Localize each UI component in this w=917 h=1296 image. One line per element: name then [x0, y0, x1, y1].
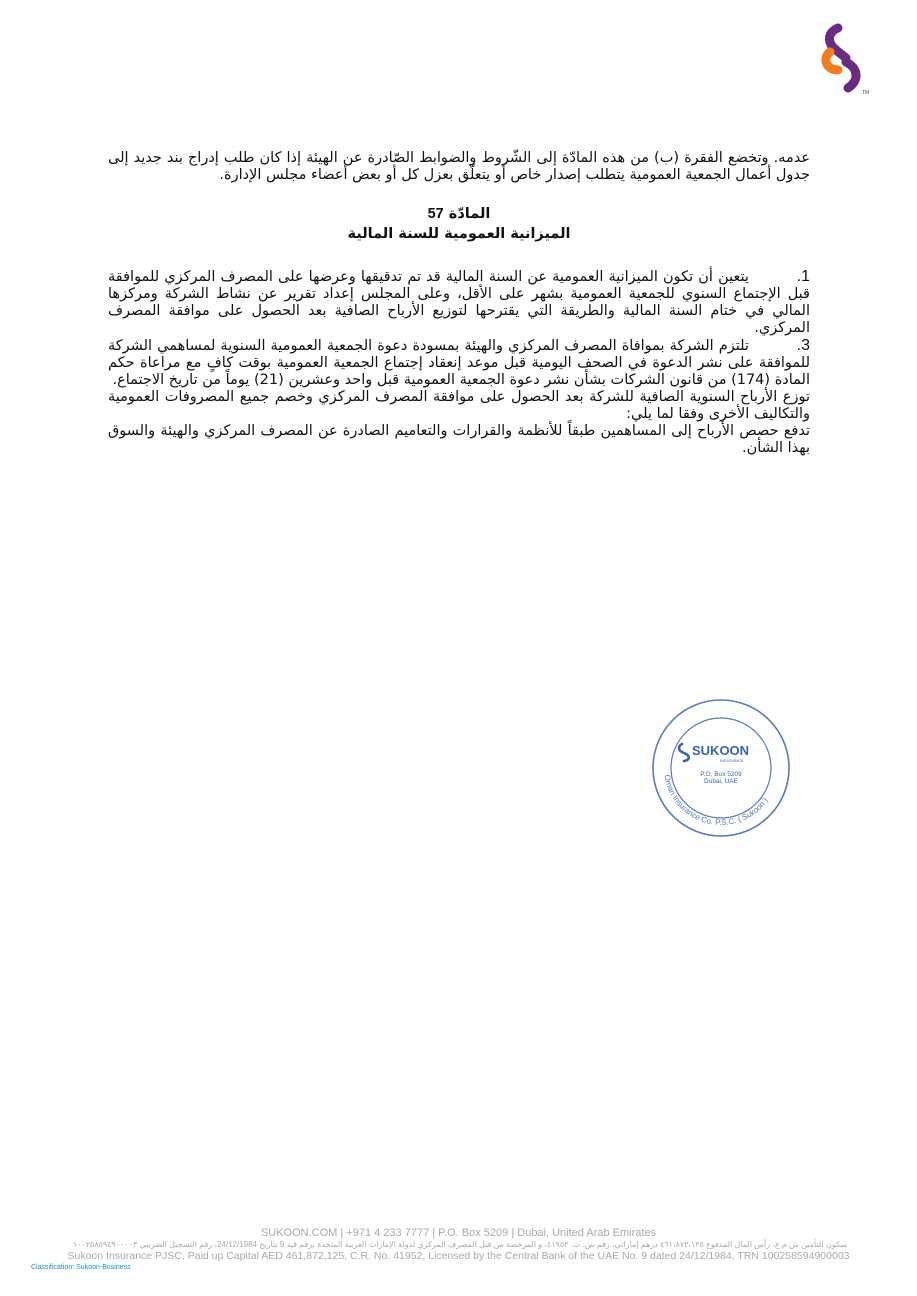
footer-legal-english: Sukoon Insurance PJSC, Paid up Capital AED 461,872,125, C.R. No. 41952, Licensed by the Central Bank of the UAE No. 9 dated 24/12/1984, TRN 100258594900003	[67, 1250, 850, 1262]
stamp-po-box: P.O. Box 5209	[700, 771, 742, 778]
item-text: يتعين أن تكون الميزانية العمومية عن السنة المالية قد تم تدقيقها وعرضها على المصرف المركزي للموافقة قبل الإجتماع السنوي للجمعية العمومية بشهر على الأقل، وعلى المجلس إعداد تقرير عن نشاط الشركة ومركزها المالي في ختام السنة المالية والطريقة التي يقترحها لتوزيع الأرباح الصافية بعد الحصول على موافقة المصرف المركزي.	[108, 269, 810, 336]
company-stamp	[646, 698, 796, 838]
article-subtitle: الميزانية العمومية للسنة المالية	[347, 226, 571, 242]
payment-paragraph: تدفع حصص الأرباح إلى المساهمين طبقاً للأنظمة والقرارات والتعاميم الصادرة عن المصرف المركزي والهيئة والسوق بهذا الشأن.	[108, 423, 810, 456]
stamp-logo-icon	[679, 744, 689, 761]
article-title	[108, 204, 810, 224]
footer-contact: SUKOON.COM | +971 4 233 7777 | P.O. Box 5209 | Dubai, United Arab Emirates	[260, 1227, 657, 1239]
document-body	[108, 150, 810, 457]
item-marker: 1.	[796, 268, 810, 285]
article-heading	[108, 204, 810, 244]
footer-legal-arabic: سكون للتأمين ش.م.ع، رأس المال المدفوع ٤٦١،٨٧٢،١٢٥ درهم إماراتي، رقم س. ت. ٤١٩٥٢، و المرخصة من قبل المصرف المركزي لدولة الإمارات العربية المتحدة برقم قيد 9 بتاريخ 24/12/1984، رقم التسجيل الضريبي ١٠٠٢٥٨٥٩٤٩٠٠٠٠٣	[72, 1240, 848, 1249]
intro-paragraph: عدمه. وتخضع الفقرة (ب) من هذه المادّة إلى الشّروط والضوابط الصّادرة عن الهيئة إذا كان طلب إدراج بند جديد إلى جدول أعمال الجمعية العمومية يتطلب إصدار خاص أو يتعلّق بعزل كل أو بعض أعضاء مجلس الإدارة.	[108, 150, 810, 183]
stamp-brand: SUKOON	[692, 743, 750, 758]
article-word: المادّة	[448, 206, 491, 222]
stamp-ring-text: Oman Insurance Co. P.S.C. ( Sukoon )	[662, 773, 770, 828]
article-number: 57	[427, 206, 444, 222]
list-item	[108, 337, 810, 389]
item-text: تلتزم الشركة بموافاة المصرف المركزي والهيئة بمسودة دعوة الجمعية العمومية السنوية لمساهمي الشركة للموافقة على نشر الدعوة في الصحف اليومية قبل موعد إنعقاد إجتماع الجمعية العمومية بوقت كافٍ مع مراعاة حكم المادة (174) من قانون الشركات بشأن نشر دعوة الجمعية العمومية قبل واحد وعشرين (21) يوماً من تاريخ الاجتماع.	[108, 338, 810, 388]
svg-text:TM: TM	[862, 90, 870, 96]
item-marker: 3.	[796, 337, 811, 354]
stamp-city: Dubai, UAE	[704, 778, 738, 785]
sukoon-logo-icon	[816, 22, 872, 96]
classification-label: Classification: Sukoon-Business	[31, 1264, 131, 1271]
distribution-paragraph: توزع الأرباح السنوية الصافية للشركة بعد الحصول على موافقة المصرف المركزي وخصم جميع المصروفات العمومية والتكاليف الأخرى وفقا لما يلي:	[108, 389, 810, 422]
article-items	[108, 268, 810, 389]
list-item	[108, 268, 810, 337]
stamp-brand-sub: INSURANCE	[720, 758, 744, 763]
